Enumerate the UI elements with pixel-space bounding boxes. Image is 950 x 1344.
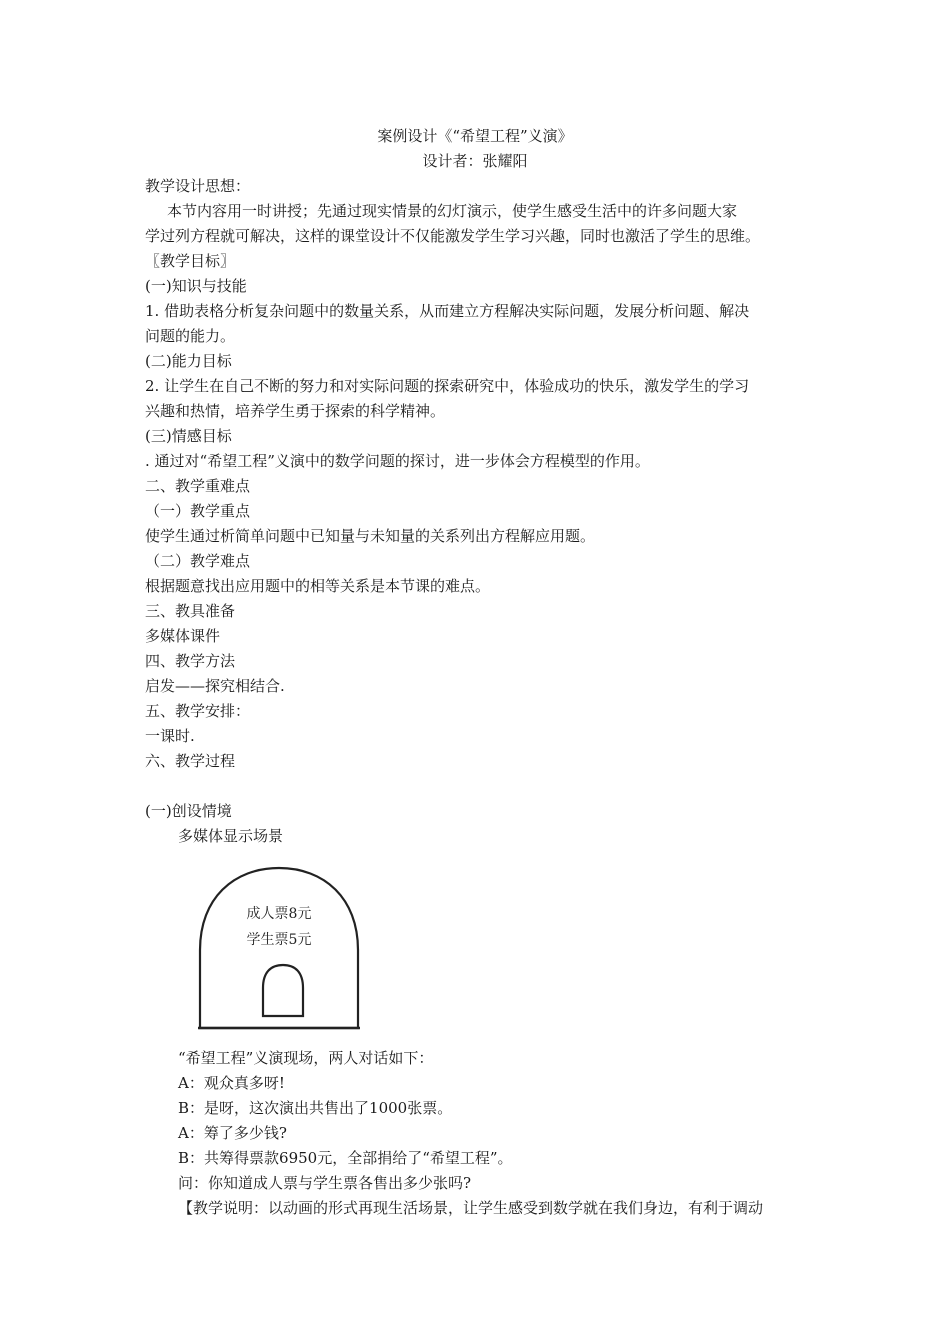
paragraph-line: 多媒体显示场景	[178, 827, 284, 845]
paragraph-line: 启发——探究相结合.	[145, 677, 285, 695]
dialogue-line: B：共筹得票款6950元，全部捐给了“希望工程”。	[178, 1149, 513, 1167]
paragraph-line: 本节内容用一时讲授；先通过现实情景的幻灯演示，使学生感受生活中的许多问题大家	[167, 202, 738, 220]
section-heading: 教学设计思想：	[145, 177, 251, 195]
section-heading: 三、教具准备	[145, 602, 236, 620]
section-heading: 六、教学过程	[145, 752, 236, 770]
paragraph-line: 多媒体课件	[145, 627, 221, 645]
dialogue-line: A：筹了多少钱?	[178, 1124, 287, 1142]
designer-line: 设计者：张耀阳	[422, 152, 528, 170]
paragraph-line: 学过列方程就可解决，这样的课堂设计不仅能激发学生学习兴趣，同时也激活了学生的思维。	[145, 227, 761, 245]
student-ticket-label: 学生票5元	[246, 932, 312, 948]
section-heading: （一）教学重点	[145, 502, 251, 520]
section-heading: 四、教学方法	[145, 652, 236, 670]
question-line: 问：你知道成人票与学生票各售出多少张吗?	[178, 1174, 472, 1192]
paragraph-line: 问题的能力。	[145, 327, 236, 345]
teaching-note: 【教学说明：以动画的形式再现生活场景，让学生感受到数学就在我们身边，有利于调动	[178, 1199, 764, 1217]
section-heading: (三)情感目标	[145, 427, 232, 445]
paragraph-line: 兴趣和热情，培养学生勇于探索的科学精神。	[145, 402, 446, 420]
section-heading: (二)能力目标	[145, 352, 232, 370]
paragraph-line: . 通过对“希望工程”义演中的数学问题的探讨，进一步体会方程模型的作用。	[145, 452, 650, 470]
section-heading: (一)创设情境	[145, 802, 232, 820]
section-heading: 五、教学安排：	[145, 702, 251, 720]
adult-ticket-label: 成人票8元	[246, 906, 312, 922]
document-title: 案例设计《“希望工程”义演》	[377, 127, 573, 145]
dialogue-line: B：是呀，这次演出共售出了1000张票。	[178, 1099, 453, 1117]
paragraph-line: 2. 让学生在自己不断的努力和对实际问题的探索研究中，体验成功的快乐，激发学生的学习	[145, 377, 750, 395]
dialogue-line: A：观众真多呀!	[178, 1074, 285, 1092]
dialogue-intro: “希望工程”义演现场，两人对话如下：	[178, 1049, 434, 1067]
section-heading: 〖教学目标〗	[145, 252, 236, 270]
paragraph-line: 使学生通过析简单问题中已知量与未知量的关系列出方程解应用题。	[145, 527, 596, 545]
section-heading: (一)知识与技能	[145, 277, 247, 295]
ticket-booth-figure	[196, 862, 362, 1034]
section-heading: （二）教学难点	[145, 552, 251, 570]
paragraph-line: 根据题意找出应用题中的相等关系是本节课的难点。	[145, 577, 491, 595]
section-heading: 二、教学重难点	[145, 477, 251, 495]
paragraph-line: 1. 借助表格分析复杂问题中的数量关系，从而建立方程解决实际问题，发展分析问题、解决	[145, 302, 750, 320]
paragraph-line: 一课时.	[145, 727, 195, 745]
